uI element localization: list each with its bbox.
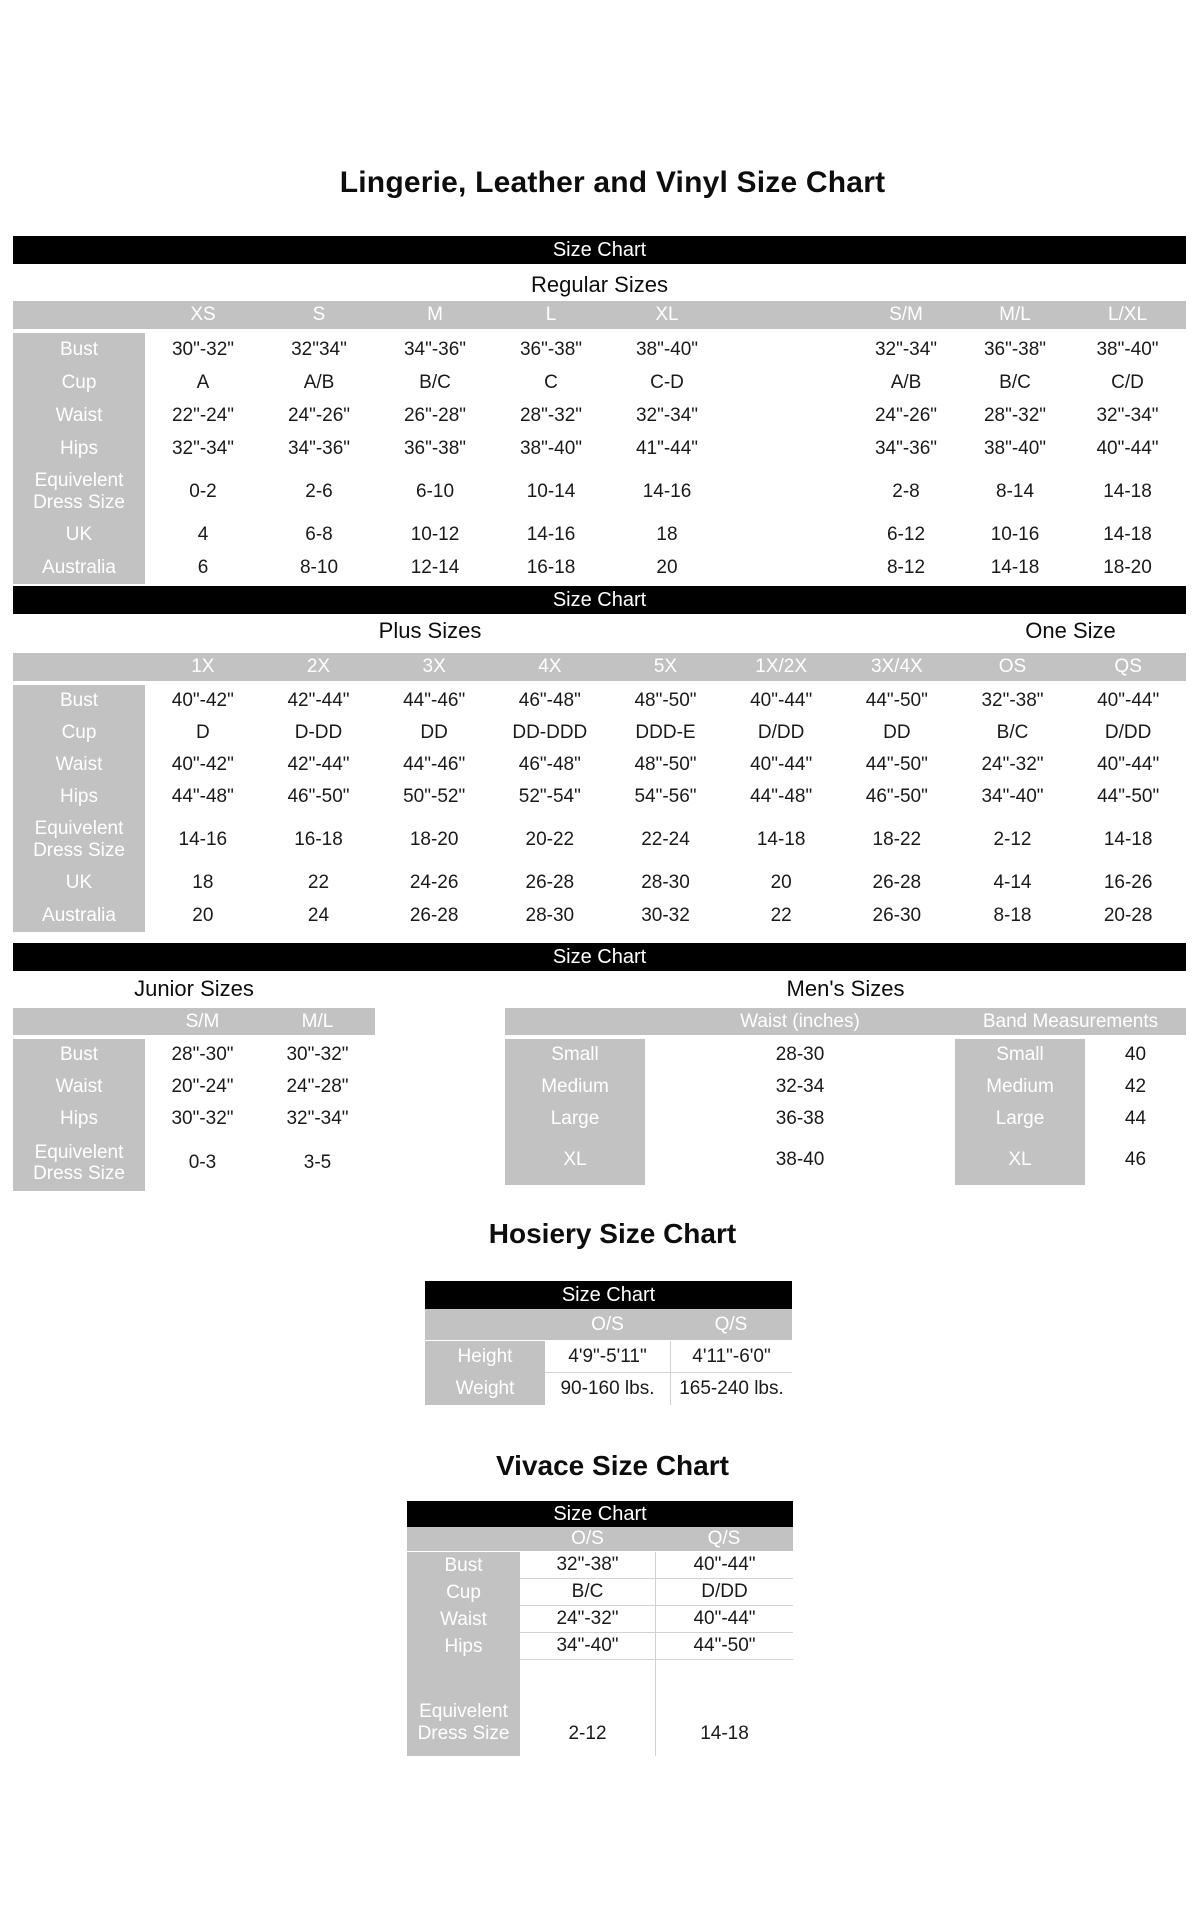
corner-cell (13, 653, 145, 681)
row-label: Medium (505, 1071, 645, 1103)
value-cell: B/C (419, 371, 451, 393)
value-cell: 18 (656, 523, 678, 545)
row-label: XL (955, 1135, 1085, 1185)
column-header: L/XL (1107, 304, 1148, 326)
value-cell: 8-12 (886, 556, 926, 578)
value-cell: 6-12 (886, 523, 926, 545)
value-cell: 42"-44" (287, 754, 350, 776)
value-cell: 28-30 (775, 1044, 825, 1066)
hosiery-title: Hosiery Size Chart (488, 1218, 737, 1249)
table-row (13, 432, 1186, 465)
table-row (407, 1579, 793, 1606)
table-row (407, 1606, 793, 1633)
plus-sizes-heading: Plus Sizes (378, 618, 482, 643)
column-header: 1X (191, 656, 215, 678)
table-row (13, 866, 1186, 899)
value-cell: 38"-40" (983, 437, 1047, 459)
row-label: XL (505, 1135, 645, 1185)
value-cell: 24"-28" (286, 1076, 349, 1098)
junior-sizes-table (13, 1008, 375, 1191)
value-cell: 32"-34" (171, 437, 235, 459)
junior-mens-heading-row (13, 976, 1186, 1002)
value-cell: 14-16 (178, 828, 228, 850)
value-cell (725, 399, 851, 432)
row-label: Waist (13, 1071, 145, 1103)
value-cell: 165-240 lbs. (670, 1373, 792, 1405)
value-cell: 48"-50" (634, 690, 697, 712)
value-cell: 50"-52" (403, 786, 466, 808)
value-cell: 42 (1124, 1076, 1147, 1098)
value-cell: 26-28 (409, 904, 459, 926)
row-label: Cup (13, 717, 145, 749)
vivace-table-wrap (407, 1501, 793, 1756)
value-cell: 14-18 (756, 828, 806, 850)
column-header: L (545, 304, 557, 326)
value-cell: 14-18 (990, 556, 1040, 578)
value-cell: 8-14 (995, 480, 1035, 502)
row-label: Waist (13, 399, 145, 432)
value-cell: 22-24 (641, 828, 690, 850)
one-size-heading: One Size (1025, 618, 1116, 643)
column-header: 1X/2X (755, 656, 808, 678)
value-cell: 2-6 (305, 480, 333, 502)
value-cell: 22 (307, 871, 330, 893)
row-label: Cup (407, 1579, 520, 1606)
table-header-row (13, 301, 1186, 329)
plus-sizes-table (13, 653, 1186, 932)
value-cell: 30"-32" (171, 1108, 234, 1130)
table-row (13, 685, 1186, 717)
row-label: Bust (13, 1039, 145, 1071)
value-cell: 34"-40" (981, 786, 1044, 808)
value-cell: 20"-24" (171, 1076, 234, 1098)
value-cell: DDD-E (635, 722, 696, 744)
value-cell: 40"-44" (655, 1606, 793, 1633)
value-cell: 26"-28" (403, 404, 467, 426)
regular-sizes-table (13, 301, 1186, 584)
value-cell: 3-5 (303, 1152, 332, 1174)
table-row (13, 749, 1186, 781)
column-header: XS (190, 304, 216, 326)
value-cell: 14-16 (526, 523, 576, 545)
table-header-row (13, 1008, 375, 1035)
row-label: Equivelent Dress Size (13, 813, 145, 866)
value-cell: 22 (770, 904, 792, 926)
value-cell: 26-30 (872, 904, 922, 926)
column-header: 2X (306, 656, 331, 678)
value-cell: 24"-32" (520, 1606, 655, 1633)
size-chart-bar: Size Chart (425, 1281, 792, 1309)
row-label: UK (13, 866, 145, 899)
value-cell: 46"-50" (865, 786, 928, 808)
value-cell: 36-38 (775, 1108, 825, 1130)
value-cell: 24 (307, 904, 330, 926)
value-cell: D/DD (655, 1579, 793, 1606)
column-header: Q/S (714, 1313, 748, 1335)
table-row (407, 1552, 793, 1579)
value-cell: 24"-32" (981, 754, 1044, 776)
table-row (13, 399, 1186, 432)
value-cell: 28"-32" (519, 404, 583, 426)
value-cell: 14-16 (642, 480, 692, 502)
row-label: Height (425, 1341, 545, 1373)
hosiery-table-wrap (425, 1281, 792, 1405)
value-cell: 2-12 (993, 828, 1032, 850)
value-cell: 36"-38" (519, 338, 583, 360)
value-cell: 54"-56" (634, 786, 697, 808)
value-cell: 18-20 (409, 828, 459, 850)
corner-cell (425, 1309, 545, 1340)
value-cell: A (196, 371, 210, 393)
row-label: UK (13, 518, 145, 551)
value-cell: 24"-26" (287, 404, 351, 426)
column-header: S/M (889, 304, 923, 326)
value-cell (725, 432, 851, 465)
value-cell: 24"-26" (874, 404, 938, 426)
value-cell: 4'11"-6'0" (670, 1341, 792, 1373)
corner-cell (407, 1527, 520, 1551)
value-cell: 14-18 (1103, 480, 1152, 502)
table-row (13, 551, 1186, 584)
table-row (13, 1039, 375, 1071)
row-label: Cup (13, 366, 145, 399)
table-row (13, 366, 1186, 399)
row-label: Equivelent Dress Size (407, 1660, 520, 1756)
value-cell: 10-16 (990, 523, 1040, 545)
column-header: 4X (538, 656, 562, 678)
value-cell: 44"-46" (403, 690, 466, 712)
row-label: Small (505, 1039, 645, 1071)
value-cell: 40"-44" (1096, 437, 1159, 459)
table-row (13, 781, 1186, 813)
value-cell: A/B (890, 371, 922, 393)
table-row (13, 518, 1186, 551)
column-header: QS (1114, 656, 1142, 678)
value-cell: C/D (1111, 371, 1144, 393)
value-cell: 28"-32" (983, 404, 1047, 426)
table-row (425, 1341, 792, 1373)
row-label: Waist (13, 749, 145, 781)
row-label: Bust (407, 1552, 520, 1579)
value-cell: 40"-44" (750, 690, 813, 712)
vivace-title: Vivace Size Chart (496, 1450, 729, 1481)
row-label: Hips (13, 432, 145, 465)
value-cell (725, 518, 851, 551)
value-cell: 16-18 (526, 556, 576, 578)
row-label: Hips (13, 781, 145, 813)
value-cell: 36"-38" (983, 338, 1047, 360)
value-cell: D-DD (294, 722, 343, 744)
size-chart-bar: Size Chart (13, 236, 1186, 264)
row-label: Medium (955, 1071, 1085, 1103)
value-cell: 0-2 (189, 480, 217, 502)
value-cell: 90-160 lbs. (560, 1378, 655, 1400)
table-row (13, 1103, 375, 1135)
value-cell: 4-14 (993, 871, 1032, 893)
vivace-table (407, 1527, 793, 1756)
table-header-row (505, 1008, 1186, 1035)
value-cell: 32"-38" (520, 1552, 655, 1579)
value-cell: B/C (996, 722, 1029, 744)
table-row (13, 1071, 375, 1103)
value-cell: 32"-34" (874, 338, 938, 360)
size-chart-bar: Size Chart (13, 586, 1186, 614)
value-cell: D/DD (757, 722, 805, 744)
row-label: Australia (13, 899, 145, 932)
value-cell: C (544, 371, 558, 393)
value-cell: 30"-32" (171, 338, 235, 360)
value-cell: 22"-24" (171, 404, 235, 426)
value-cell: 40"-44" (655, 1552, 793, 1579)
value-cell: 14-18 (1103, 828, 1153, 850)
value-cell: 26-28 (525, 871, 575, 893)
mens-sizes-heading: Men's Sizes (786, 976, 905, 1001)
table-row (13, 465, 1186, 518)
value-cell: 34"-36" (874, 437, 938, 459)
value-cell: 44"-50" (865, 690, 928, 712)
value-cell: 18-20 (1103, 556, 1152, 578)
mens-sizes-table (505, 1008, 1186, 1185)
row-label: Waist (407, 1606, 520, 1633)
row-label: Large (505, 1103, 645, 1135)
value-cell: 34"-36" (287, 437, 351, 459)
value-cell: 34"-40" (520, 1633, 655, 1660)
value-cell (725, 551, 851, 584)
value-cell (725, 333, 851, 366)
column-header: M/L (301, 1010, 334, 1032)
value-cell: B/C (999, 371, 1031, 393)
column-header: S/M (185, 1010, 220, 1032)
table-row (13, 1135, 375, 1191)
table-row (505, 1135, 1186, 1185)
value-cell: 40"-44" (750, 754, 813, 776)
value-cell: 52"-54" (518, 786, 581, 808)
column-header: Q/S (707, 1528, 741, 1550)
value-cell: 44"-50" (655, 1633, 793, 1660)
value-cell: 36"-38" (403, 437, 467, 459)
value-cell: D/DD (1104, 722, 1152, 744)
table-row (407, 1633, 793, 1660)
column-header: O/S (571, 1528, 604, 1550)
row-label: Weight (425, 1373, 545, 1405)
value-cell (725, 366, 851, 399)
value-cell: 28-30 (525, 904, 575, 926)
value-cell: 4 (197, 523, 209, 545)
value-cell: 8-18 (993, 904, 1032, 926)
value-cell: 44"-50" (865, 754, 928, 776)
value-cell: 28-30 (641, 871, 690, 893)
value-cell: 38-40 (775, 1149, 825, 1171)
value-cell: 2-12 (568, 1722, 607, 1744)
value-cell: 34"-36" (403, 338, 467, 360)
row-label: Australia (13, 551, 145, 584)
value-cell: 14-18 (655, 1660, 793, 1756)
value-cell: 6-8 (305, 523, 333, 545)
table-header-row (425, 1309, 792, 1340)
value-cell: 20 (192, 904, 214, 926)
value-cell: 10-14 (526, 480, 576, 502)
row-label: Hips (407, 1633, 520, 1660)
junior-sizes-heading: Junior Sizes (134, 976, 254, 1001)
value-cell: 8-10 (299, 556, 339, 578)
value-cell: 40 (1124, 1044, 1147, 1066)
value-cell: 38"-40" (519, 437, 583, 459)
value-cell: 20-28 (1103, 904, 1153, 926)
value-cell: 46"-50" (287, 786, 350, 808)
value-cell: 44"-48" (750, 786, 813, 808)
value-cell: C-D (650, 371, 684, 393)
value-cell: 20 (770, 871, 792, 893)
page-title: Lingerie, Leather and Vinyl Size Chart (339, 166, 886, 199)
column-header: S (312, 304, 326, 326)
row-label: Small (955, 1039, 1085, 1071)
row-label: Bust (13, 685, 145, 717)
size-chart-bar: Size Chart (13, 943, 1186, 971)
value-cell: 48"-50" (634, 754, 697, 776)
value-cell: 44"-46" (403, 754, 466, 776)
table-row (13, 333, 1186, 366)
value-cell: 44"-50" (1097, 786, 1160, 808)
value-cell: 2-8 (892, 480, 920, 502)
value-cell: 38"-40" (635, 338, 699, 360)
column-header: 3X (422, 656, 446, 678)
value-cell (725, 465, 851, 518)
value-cell: 38"-40" (1096, 338, 1159, 360)
value-cell: 20 (656, 556, 678, 578)
table-row (505, 1071, 1186, 1103)
value-cell: 10-12 (410, 523, 460, 545)
column-header: M/L (999, 304, 1031, 326)
value-cell: 42"-44" (287, 690, 350, 712)
row-label: Hips (13, 1103, 145, 1135)
value-cell: 28"-30" (171, 1044, 234, 1066)
value-cell: 40"-42" (171, 754, 234, 776)
row-label: Large (955, 1103, 1085, 1135)
value-cell: 40"-44" (1097, 690, 1160, 712)
column-header: 3X/4X (870, 656, 923, 678)
column-header: 5X (653, 656, 678, 678)
value-cell: 18-22 (872, 828, 922, 850)
value-cell: 4'9"-5'11" (545, 1341, 670, 1373)
column-header: O/S (591, 1313, 624, 1335)
value-cell: 6-10 (415, 480, 455, 502)
column-header: M (427, 304, 443, 326)
column-header: Waist (inches) (740, 1010, 860, 1032)
table-row (407, 1660, 793, 1756)
column-header: OS (998, 656, 1027, 678)
value-cell: 20-22 (525, 828, 575, 850)
value-cell: 30"-32" (286, 1044, 349, 1066)
value-cell: 44 (1124, 1108, 1147, 1130)
value-cell: DD (883, 722, 911, 744)
value-cell: 32"-34" (286, 1108, 349, 1130)
value-cell: 18 (192, 871, 214, 893)
table-row (13, 717, 1186, 749)
value-cell: 14-18 (1103, 523, 1152, 545)
value-cell: DD-DDD (512, 722, 588, 744)
corner-cell (13, 1008, 145, 1035)
value-cell: 0-3 (188, 1152, 217, 1174)
row-label: Bust (13, 333, 145, 366)
value-cell: 26-28 (872, 871, 922, 893)
value-cell: 46"-48" (518, 754, 581, 776)
value-cell: 44"-48" (171, 786, 234, 808)
table-header-row (13, 653, 1186, 681)
value-cell: 46 (1124, 1149, 1147, 1171)
table-row (425, 1373, 792, 1405)
corner-cell (13, 301, 145, 329)
value-cell: D (195, 722, 210, 744)
table-row (13, 813, 1186, 866)
value-cell: 32"-38" (981, 690, 1044, 712)
value-cell: 12-14 (410, 556, 460, 578)
value-cell: A/B (303, 371, 335, 393)
table-row (505, 1103, 1186, 1135)
table-row (13, 899, 1186, 932)
value-cell: 24-26 (409, 871, 459, 893)
value-cell: 40"-42" (171, 690, 234, 712)
table-row (505, 1039, 1186, 1071)
value-cell: DD (420, 722, 448, 744)
value-cell: 16-18 (294, 828, 343, 850)
value-cell: 30-32 (641, 904, 690, 926)
value-cell: B/C (520, 1579, 655, 1606)
value-cell: 32-34 (775, 1076, 825, 1098)
value-cell: 32"-34" (635, 404, 699, 426)
table-header-row (407, 1527, 793, 1551)
row-label: Equivelent Dress Size (13, 465, 145, 518)
value-cell: 6 (197, 556, 209, 578)
size-chart-bar: Size Chart (407, 1501, 793, 1527)
plus-one-size-heading-row (13, 618, 1186, 644)
column-header: XL (655, 304, 679, 326)
regular-sizes-heading: Regular Sizes (531, 272, 668, 297)
column-header: Band Measurements (982, 1010, 1159, 1032)
hosiery-table (425, 1309, 792, 1405)
value-cell: 16-26 (1103, 871, 1153, 893)
value-cell: 32"-34" (1096, 404, 1159, 426)
column-header (725, 301, 851, 329)
value-cell: 32"34" (291, 338, 347, 360)
row-label: Equivelent Dress Size (13, 1135, 145, 1191)
value-cell: 46"-48" (518, 690, 581, 712)
value-cell: 40"-44" (1097, 754, 1160, 776)
corner-cell (505, 1008, 645, 1035)
value-cell: 41"-44" (635, 437, 699, 459)
